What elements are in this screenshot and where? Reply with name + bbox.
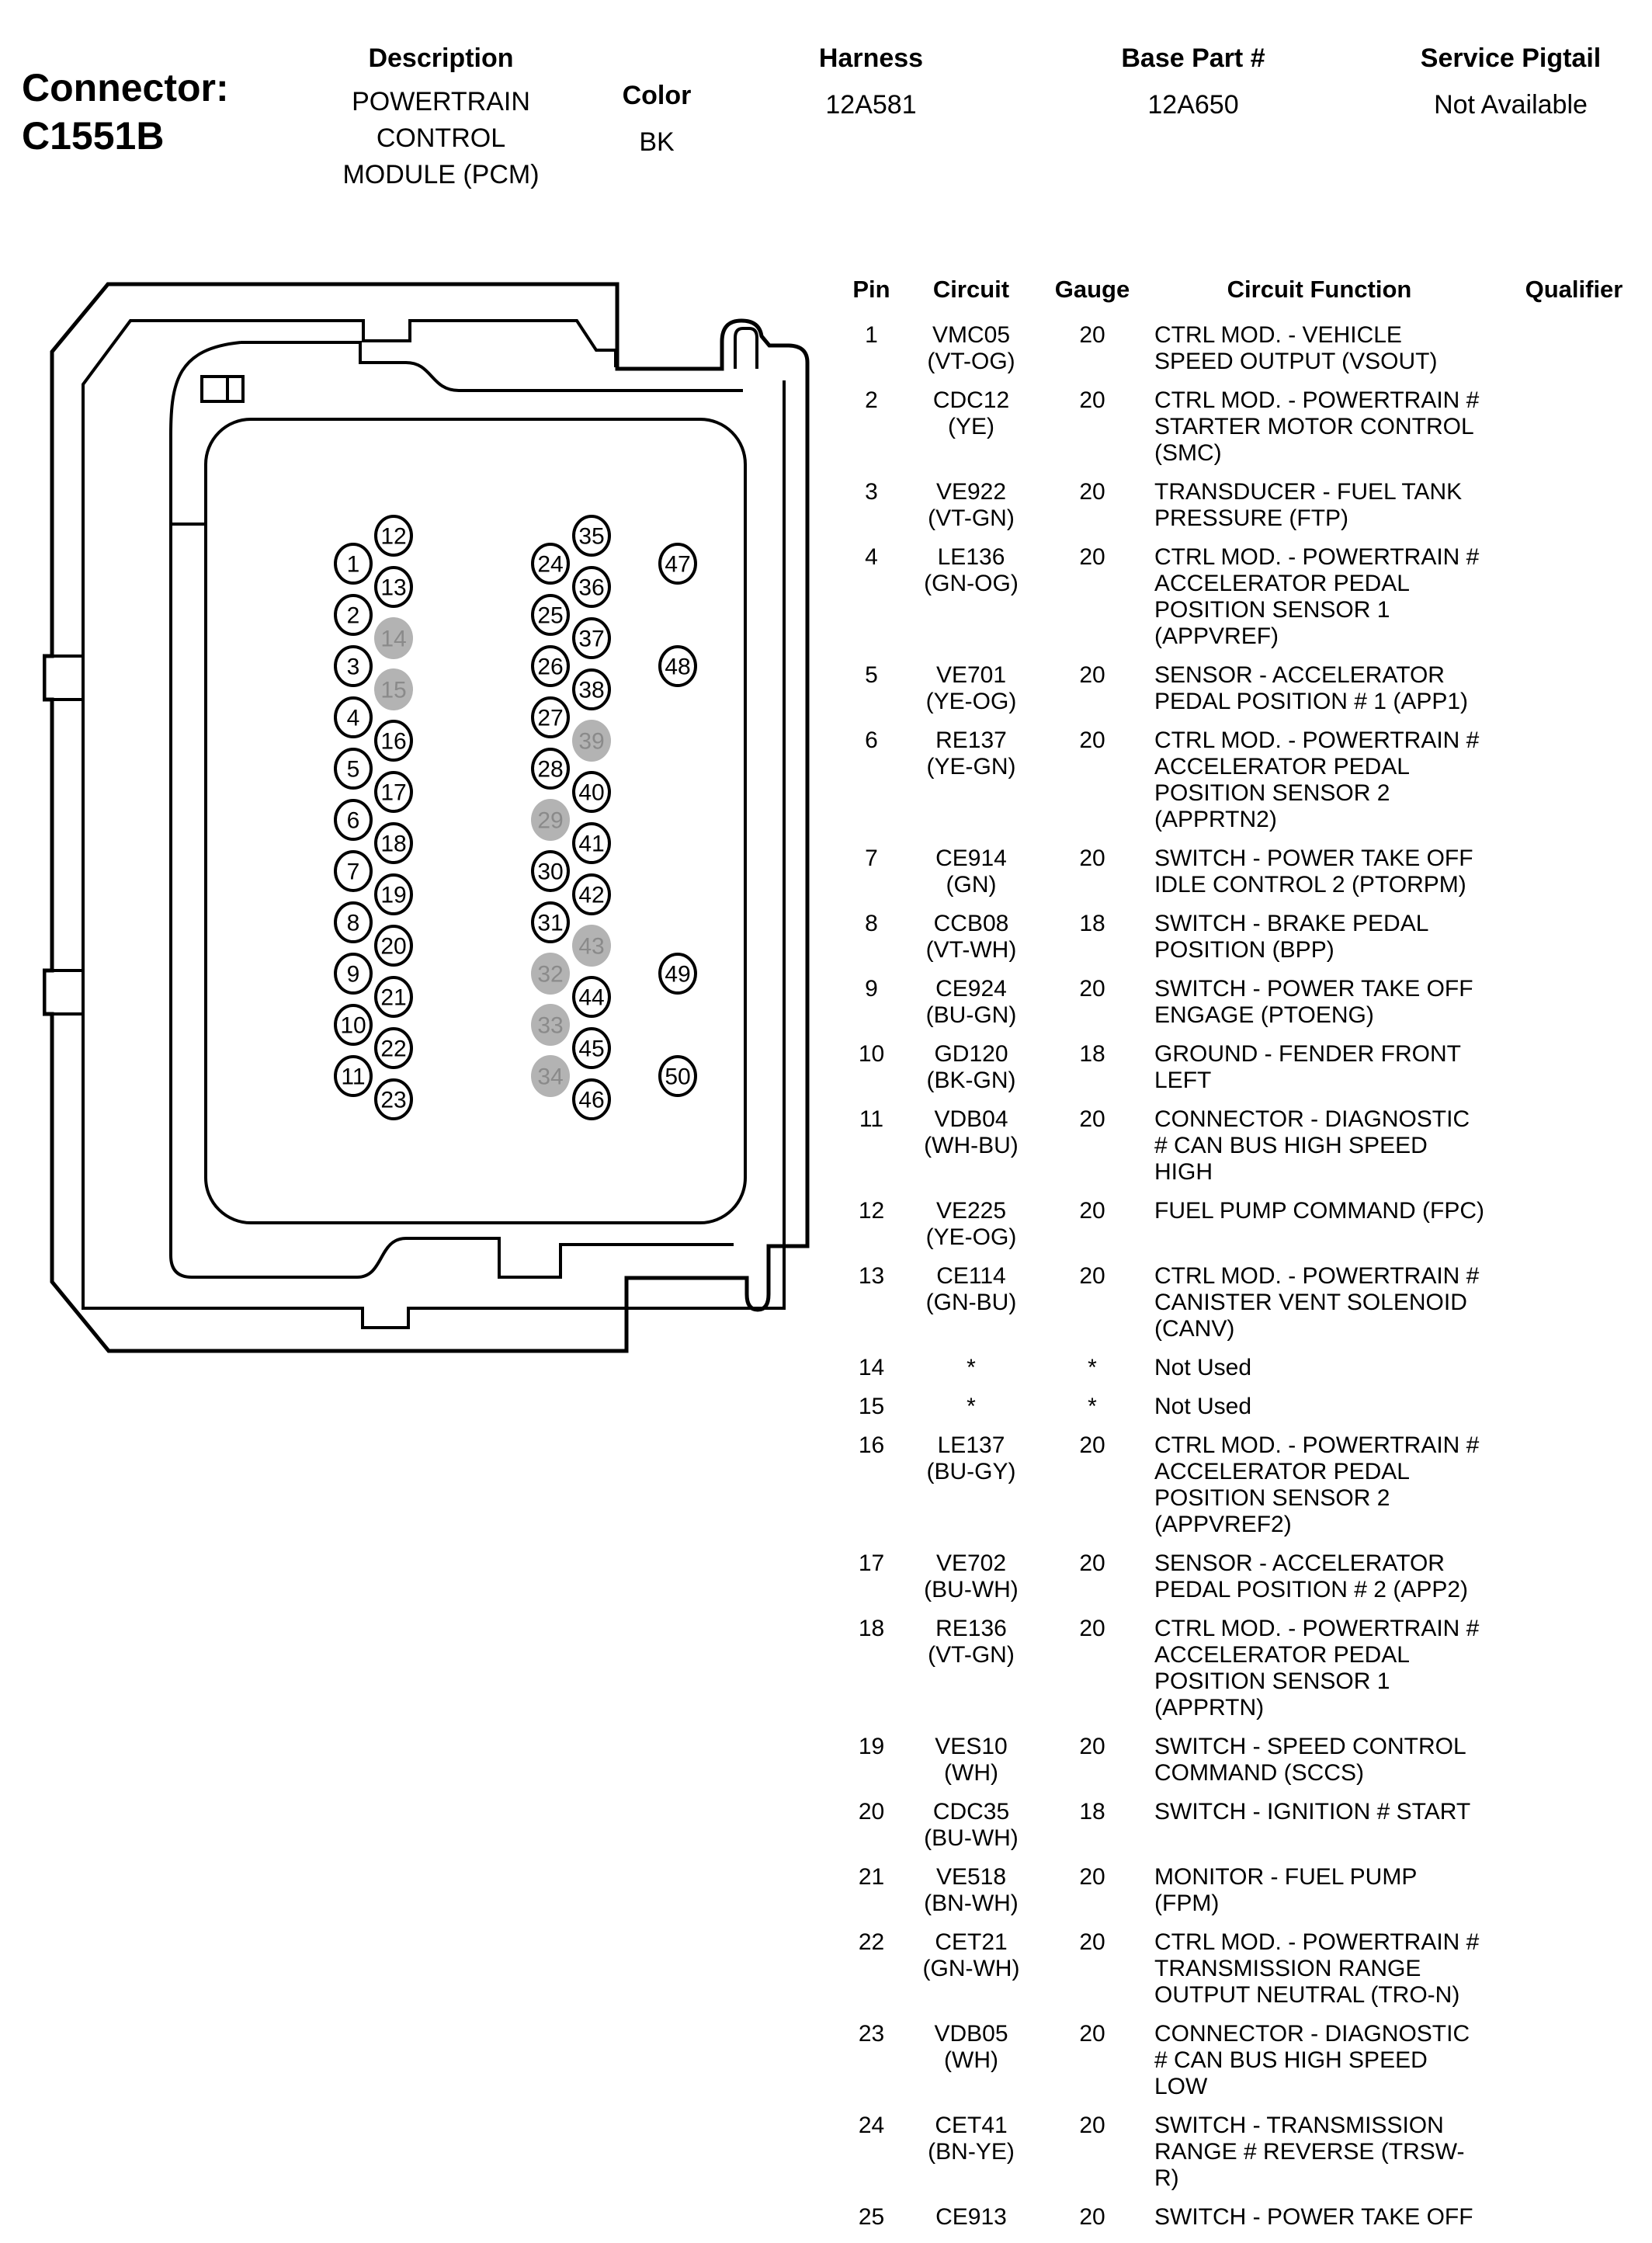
qualifier-cell [1492, 1616, 1652, 1721]
gauge-cell: 20 [1079, 322, 1105, 348]
pin-cell: 3 [865, 479, 878, 505]
pin-number-50: 50 [665, 1064, 691, 1090]
pin-cell: 8 [865, 911, 878, 936]
base-part-value: 12A650 [1147, 90, 1239, 120]
gauge-cell: 20 [1079, 662, 1105, 688]
pin-number-25: 25 [537, 602, 564, 629]
qualifier-cell [1492, 1355, 1652, 1381]
table-row [838, 727, 1652, 833]
pin-number-6: 6 [346, 807, 360, 834]
pin-number-40: 40 [578, 779, 605, 806]
pin-cell: 21 [858, 1864, 885, 1890]
pin-number-45: 45 [578, 1036, 605, 1062]
pin-cell: 10 [858, 1041, 885, 1067]
base-part-label: Base Part # [1121, 43, 1265, 73]
function-cell: CTRL MOD. - POWERTRAIN # TRANSMISSION RANGE OUTPUT NEUTRAL (TRO-N) [1154, 1929, 1480, 2008]
pin-number-16: 16 [380, 728, 407, 755]
circuit-cell: VE702 (BU-WH) [924, 1550, 1019, 1602]
gauge-cell: 20 [1079, 976, 1105, 1002]
function-cell: SWITCH - IGNITION # START [1154, 1799, 1471, 1825]
function-cell: CTRL MOD. - POWERTRAIN # ACCELERATOR PEDAL POSITION SENSOR 2 (APPRTN2) [1154, 727, 1480, 832]
outer-housing-outline [44, 284, 807, 1351]
pin-number-48: 48 [665, 654, 691, 680]
function-cell: SWITCH - POWER TAKE OFF ENGAGE (PTOENG) [1154, 976, 1473, 1028]
circuit-cell: LE137 (BU-GY) [926, 1432, 1016, 1484]
table-row [838, 1041, 1652, 1094]
pin-number-21: 21 [380, 984, 407, 1011]
circuit-cell: CE913 [935, 2204, 1007, 2230]
function-cell: CTRL MOD. - POWERTRAIN # ACCELERATOR PEDAL POSITION SENSOR 1 (APPRTN) [1154, 1616, 1480, 1720]
connector-label: Connector: [22, 66, 229, 109]
table-row [838, 387, 1652, 467]
function-cell: SWITCH - BRAKE PEDAL POSITION (BPP) [1154, 911, 1428, 963]
pin-cell: 7 [865, 845, 878, 871]
shroud-top-outline [241, 342, 743, 391]
gauge-cell: 20 [1079, 1864, 1105, 1890]
qualifier-cell [1492, 1263, 1652, 1342]
pin-cell: 18 [858, 1616, 885, 1641]
connector-outline-svg [43, 276, 819, 1401]
gauge-cell: 20 [1079, 2021, 1105, 2047]
circuit-cell: VE701 (YE-OG) [925, 662, 1017, 714]
pin-number-3: 3 [346, 654, 360, 680]
description-value: POWERTRAIN CONTROL MODULE (PCM) [342, 87, 540, 189]
qualifier-cell [1492, 322, 1652, 375]
pin-number-27: 27 [537, 705, 564, 731]
pin-number-11: 11 [341, 1064, 366, 1090]
gauge-cell: 20 [1079, 387, 1105, 413]
pin-cell: 15 [858, 1394, 885, 1419]
connector-id: C1551B [22, 114, 165, 158]
pin-number-13: 13 [380, 575, 407, 601]
pin-cell: 2 [865, 387, 878, 413]
function-cell: TRANSDUCER - FUEL TANK PRESSURE (FTP) [1154, 479, 1463, 531]
pin-number-24: 24 [537, 551, 564, 578]
table-row [838, 1432, 1652, 1538]
gauge-cell: 20 [1079, 1616, 1105, 1641]
table-row [838, 1355, 1652, 1381]
gauge-cell: 20 [1079, 1198, 1105, 1224]
table-row [838, 662, 1652, 715]
pin-number-26: 26 [537, 654, 564, 680]
qualifier-cell [1492, 1394, 1652, 1420]
pin-number-35: 35 [578, 523, 605, 550]
wall-ribs [52, 524, 206, 1014]
function-cell: SWITCH - SPEED CONTROL COMMAND (SCCS) [1154, 1734, 1466, 1786]
pin-number-15: 15 [380, 677, 407, 703]
pin-number-39: 39 [578, 728, 605, 755]
pin-cell: 17 [858, 1550, 885, 1576]
gauge-cell: 20 [1079, 1263, 1105, 1289]
function-cell: MONITOR - FUEL PUMP (FPM) [1154, 1864, 1417, 1916]
function-cell: Not Used [1154, 1394, 1252, 1419]
pin-number-33: 33 [537, 1012, 564, 1039]
pin-cell: 5 [865, 662, 878, 688]
circuit-cell: * [967, 1355, 976, 1380]
service-pigtail-value: Not Available [1434, 90, 1588, 120]
qualifier-cell [1492, 911, 1652, 964]
pin-cell: 25 [858, 2204, 885, 2230]
table-row [838, 1929, 1652, 2009]
table-row [838, 1106, 1652, 1186]
qualifier-cell [1492, 727, 1652, 833]
pin-number-10: 10 [340, 1012, 366, 1039]
function-cell: SENSOR - ACCELERATOR PEDAL POSITION # 1 (APP1) [1154, 662, 1469, 714]
gauge-cell: 20 [1079, 1734, 1105, 1759]
pin-number-30: 30 [537, 859, 564, 885]
keyhole-slot [735, 328, 757, 369]
qualifier-cell [1492, 845, 1652, 898]
circuit-cell: VES10 (WH) [935, 1734, 1008, 1786]
function-cell: CTRL MOD. - POWERTRAIN # STARTER MOTOR CONTROL (SMC) [1154, 387, 1480, 466]
qualifier-cell [1492, 479, 1652, 532]
pin-number-19: 19 [380, 882, 407, 908]
qualifier-cell [1492, 544, 1652, 650]
circuit-cell: CE914 (GN) [935, 845, 1007, 898]
pin-grid [335, 516, 696, 1119]
pin-cell: 4 [865, 544, 878, 570]
function-cell: GROUND - FENDER FRONT LEFT [1154, 1041, 1461, 1093]
pin-cell: 14 [858, 1355, 885, 1380]
qualifier-cell [1492, 1041, 1652, 1094]
gauge-cell: 20 [1079, 2204, 1105, 2230]
circuit-cell: VE518 (BN-WH) [924, 1864, 1019, 1916]
circuit-cell: CET21 (GN-WH) [922, 1929, 1020, 1981]
circuit-cell: VE922 (VT-GN) [928, 479, 1015, 531]
pin-number-47: 47 [665, 551, 691, 578]
function-cell: FUEL PUMP COMMAND (FPC) [1154, 1198, 1485, 1224]
col-header-qualifier: Qualifier [1525, 276, 1623, 303]
pin-number-31: 31 [537, 910, 564, 936]
function-cell: CONNECTOR - DIAGNOSTIC # CAN BUS HIGH SPEED LOW [1154, 2021, 1470, 2099]
shroud-wall-outline [171, 342, 734, 1277]
description-label: Description [368, 43, 514, 73]
pin-number-7: 7 [346, 859, 360, 885]
pin-number-12: 12 [380, 523, 407, 550]
circuit-cell: * [967, 1394, 976, 1419]
qualifier-cell [1492, 1734, 1652, 1786]
pin-number-32: 32 [537, 961, 564, 988]
function-cell: CONNECTOR - DIAGNOSTIC # CAN BUS HIGH SPEED HIGH [1154, 1106, 1470, 1185]
circuit-cell: CET41 (BN-YE) [928, 2113, 1015, 2165]
pin-number-34: 34 [537, 1064, 564, 1090]
qualifier-cell [1492, 1198, 1652, 1251]
circuit-cell: CE114 (GN-BU) [925, 1263, 1017, 1315]
pin-cell: 19 [858, 1734, 885, 1759]
pin-cell: 22 [858, 1929, 885, 1955]
table-row [838, 2021, 1652, 2100]
table-row [838, 976, 1652, 1029]
circuit-cell: RE137 (YE-GN) [926, 727, 1016, 779]
table-row [838, 1799, 1652, 1852]
pin-cavity [206, 419, 745, 1223]
qualifier-cell [1492, 1864, 1652, 1917]
pin-cell: 24 [858, 2113, 885, 2138]
circuit-cell: LE136 (GN-OG) [924, 544, 1019, 596]
pin-number-23: 23 [380, 1087, 407, 1113]
qualifier-cell [1492, 2204, 1652, 2231]
connector-diagram [43, 276, 819, 1401]
table-row [838, 544, 1652, 650]
pin-number-9: 9 [346, 961, 360, 988]
circuit-cell: VE225 (YE-OG) [925, 1198, 1017, 1250]
table-row [838, 1263, 1652, 1342]
pin-number-49: 49 [665, 961, 691, 988]
color-label: Color [622, 81, 692, 110]
function-cell: CTRL MOD. - POWERTRAIN # CANISTER VENT SOLENOID (CANV) [1154, 1263, 1480, 1342]
gauge-cell: 18 [1079, 1041, 1105, 1067]
gauge-cell: 20 [1079, 845, 1105, 871]
col-header-gauge: Gauge [1054, 276, 1130, 303]
qualifier-cell [1492, 2113, 1652, 2192]
gauge-cell: 18 [1079, 911, 1105, 936]
pin-cell: 13 [858, 1263, 885, 1289]
qualifier-cell [1492, 1106, 1652, 1186]
table-row [838, 911, 1652, 964]
pin-number-20: 20 [380, 933, 407, 960]
circuit-cell: VDB04 (WH-BU) [924, 1106, 1019, 1158]
qualifier-cell [1492, 662, 1652, 715]
qualifier-cell [1492, 1550, 1652, 1603]
table-row [838, 1394, 1652, 1420]
function-cell: CTRL MOD. - POWERTRAIN # ACCELERATOR PEDAL POSITION SENSOR 2 (APPVREF2) [1154, 1432, 1480, 1537]
circuit-cell: CDC35 (BU-WH) [924, 1799, 1019, 1851]
circuit-cell: VMC05 (VT-OG) [927, 322, 1015, 374]
circuit-cell: GD120 (BK-GN) [926, 1041, 1016, 1093]
polarization-key [202, 377, 243, 401]
circuit-cell: VDB05 (WH) [934, 2021, 1008, 2073]
pin-cell: 9 [865, 976, 878, 1002]
gauge-cell: * [1088, 1394, 1097, 1419]
gauge-cell: 18 [1079, 1799, 1105, 1825]
pin-cell: 6 [865, 727, 878, 753]
color-value: BK [639, 127, 675, 157]
gauge-cell: 20 [1079, 479, 1105, 505]
pin-table [838, 276, 1652, 2243]
harness-label: Harness [818, 43, 924, 73]
table-row [838, 2204, 1652, 2231]
circuit-cell: RE136 (VT-GN) [928, 1616, 1015, 1668]
pin-number-18: 18 [380, 831, 407, 857]
pin-number-42: 42 [578, 882, 605, 908]
pin-cell: 23 [858, 2021, 885, 2047]
harness-value: 12A581 [825, 90, 917, 120]
table-row [838, 479, 1652, 532]
connector-title [22, 64, 229, 160]
pin-table-header [838, 276, 1652, 318]
pin-number-4: 4 [346, 705, 360, 731]
table-row [838, 1864, 1652, 1917]
gauge-cell: 20 [1079, 1929, 1105, 1955]
pin-cell: 12 [858, 1198, 885, 1224]
pin-number-36: 36 [578, 575, 605, 601]
pin-cell: 11 [859, 1106, 884, 1132]
table-row [838, 322, 1652, 375]
pin-number-28: 28 [537, 756, 564, 783]
gauge-cell: 20 [1079, 544, 1105, 570]
gauge-cell: 20 [1079, 1106, 1105, 1132]
pin-cell: 16 [858, 1432, 885, 1458]
pin-number-5: 5 [346, 756, 360, 783]
gauge-cell: 20 [1079, 1432, 1105, 1458]
gauge-cell: 20 [1079, 727, 1105, 753]
pin-number-37: 37 [578, 626, 605, 652]
table-row [838, 1616, 1652, 1721]
inner-housing-outline [83, 321, 784, 1328]
service-pigtail-label: Service Pigtail [1420, 43, 1602, 73]
function-cell: SENSOR - ACCELERATOR PEDAL POSITION # 2 (APP2) [1154, 1550, 1469, 1602]
pin-number-8: 8 [346, 910, 360, 936]
pin-number-1: 1 [346, 551, 360, 578]
table-row [838, 1734, 1652, 1786]
pin-number-44: 44 [578, 984, 605, 1011]
function-cell: SWITCH - POWER TAKE OFF IDLE CONTROL 2 (PTORPM) [1154, 845, 1473, 898]
col-header-pin: Pin [852, 276, 890, 303]
col-header-function: Circuit Function [1227, 276, 1412, 303]
qualifier-cell [1492, 1929, 1652, 2009]
table-row [838, 2113, 1652, 2192]
function-cell: SWITCH - TRANSMISSION RANGE # REVERSE (TRSW-R) [1154, 2113, 1465, 2191]
function-cell: Not Used [1154, 1355, 1252, 1380]
pin-number-2: 2 [346, 602, 360, 629]
pin-number-22: 22 [380, 1036, 407, 1062]
qualifier-cell [1492, 976, 1652, 1029]
gauge-cell: * [1088, 1355, 1097, 1380]
pin-number-14: 14 [380, 626, 407, 652]
qualifier-cell [1492, 387, 1652, 467]
pin-cell: 1 [865, 322, 878, 348]
qualifier-cell [1492, 1432, 1652, 1538]
table-row [838, 1550, 1652, 1603]
pin-number-43: 43 [578, 933, 605, 960]
col-header-circuit: Circuit [932, 276, 1010, 303]
pin-table-rows [838, 322, 1652, 2231]
circuit-cell: CE924 (BU-GN) [925, 976, 1017, 1028]
pin-number-46: 46 [578, 1087, 605, 1113]
gauge-cell: 20 [1079, 2113, 1105, 2138]
table-row [838, 845, 1652, 898]
pin-cell: 20 [858, 1799, 885, 1825]
qualifier-cell [1492, 1799, 1652, 1852]
function-cell: SWITCH - POWER TAKE OFF [1154, 2204, 1473, 2230]
pin-number-38: 38 [578, 677, 605, 703]
gauge-cell: 20 [1079, 1550, 1105, 1576]
circuit-cell: CCB08 (VT-WH) [925, 911, 1017, 963]
circuit-cell: CDC12 (YE) [932, 387, 1010, 439]
pin-number-17: 17 [380, 779, 407, 806]
pin-number-41: 41 [578, 831, 605, 857]
pin-number-29: 29 [537, 807, 564, 834]
function-cell: CTRL MOD. - POWERTRAIN # ACCELERATOR PEDAL POSITION SENSOR 1 (APPVREF) [1154, 544, 1480, 649]
function-cell: CTRL MOD. - VEHICLE SPEED OUTPUT (VSOUT) [1154, 322, 1438, 374]
table-row [838, 1198, 1652, 1251]
qualifier-cell [1492, 2021, 1652, 2100]
